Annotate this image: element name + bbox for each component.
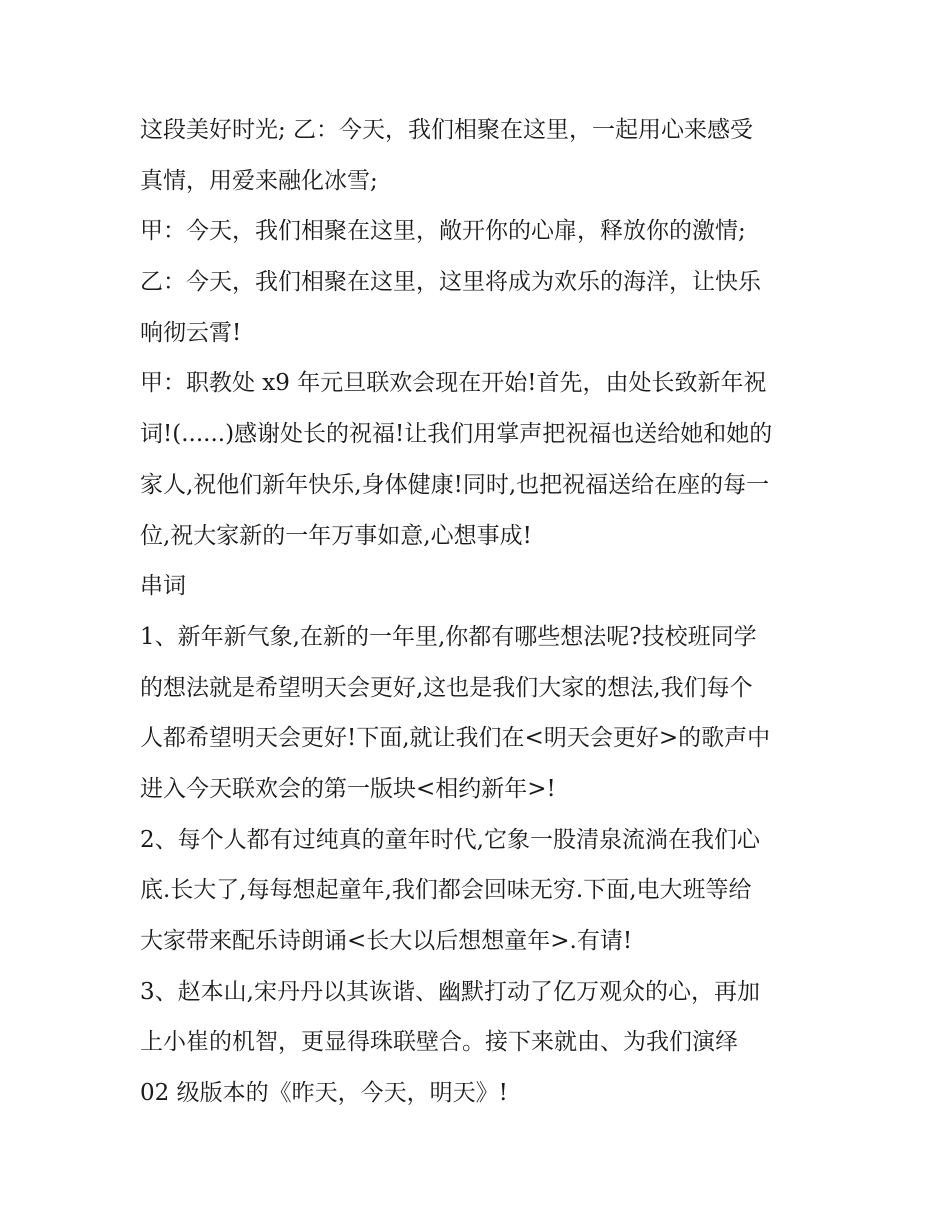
text-line: 响彻云霄!: [140, 319, 242, 346]
text-line: 上小崔的机智，更显得珠联壁合。接下来就由、为我们演绎: [140, 1029, 738, 1056]
document-body: [140, 105, 830, 1119]
text-line: 3、赵本山,宋丹丹以其诙谐、幽默打动了亿万观众的心，再加: [140, 978, 760, 1005]
text-line: 大家带来配乐诗朗诵<长大以后想想童年>.有请!: [140, 928, 633, 954]
section-heading: 串词: [140, 573, 186, 600]
text-line: 家人,祝他们新年快乐,身体健康!同时,也把祝福送给在座的每一: [140, 471, 770, 498]
text-line: 02 级版本的《昨天，今天，明天》!: [140, 1080, 508, 1107]
text-line: 乙：今天，我们相聚在这里，这里将成为欢乐的海洋，让快乐: [140, 269, 761, 296]
text-line: 这段美好时光; 乙：今天，我们相聚在这里，一起用心来感受: [140, 117, 754, 143]
text-line: 词!(......)感谢处长的祝福!让我们用掌声把祝福也送给她和她的: [140, 421, 773, 448]
text-line: 2、每个人都有过纯真的童年时代,它象一股清泉流淌在我们心: [140, 826, 760, 853]
text-line: 底.长大了,每每想起童年,我们都会回味无穷.下面,电大班等给: [140, 877, 752, 904]
text-line: 的想法就是希望明天会更好,这也是我们大家的想法,我们每个: [140, 674, 753, 701]
text-line: 甲：职教处 x9 年元旦联欢会现在开始!首先，由处长致新年祝: [140, 370, 767, 397]
text-line: 位,祝大家新的一年万事如意,心想事成!: [140, 522, 532, 549]
text-line: 甲：今天，我们相聚在这里，敞开你的心扉，释放你的激情;: [140, 218, 746, 245]
text-line: 人都希望明天会更好!下面,就让我们在<明天会更好>的歌声中: [140, 725, 771, 752]
text-line: 1、新年新气象,在新的一年里,你都有哪些想法呢?技校班同学: [140, 623, 757, 650]
text-line: 进入今天联欢会的第一版块<相约新年>!: [140, 775, 556, 802]
text-line: 真情，用爱来融化冰雪;: [140, 167, 378, 194]
